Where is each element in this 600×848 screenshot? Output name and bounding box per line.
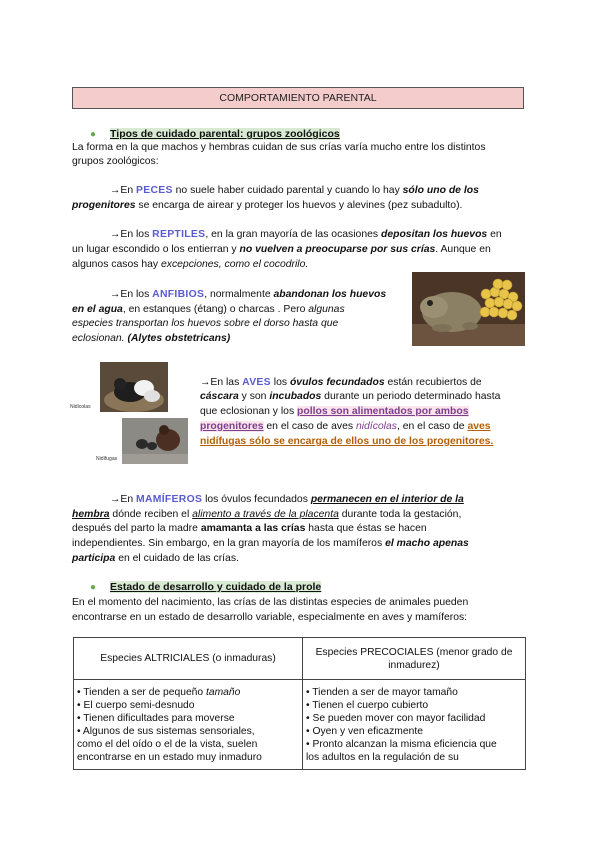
list-item: • Se pueden mover con mayor facilidad — [306, 713, 486, 724]
intro-line-1: La forma en la que machos y hembras cuidan de sus crías varía mucho entre los distintos — [72, 142, 486, 153]
arrow-icon: → — [110, 494, 121, 505]
list-item: como el del oído o el de la vista, suelen — [77, 739, 258, 750]
anfibios-line-2: en el agua, en estanques (étang) o charcas . Pero algunas — [72, 304, 345, 315]
mamiferos-line-5: participa en el cuidado de las crías. — [72, 553, 239, 564]
intro-line-2: grupos zoológicos: — [72, 156, 159, 167]
mamiferos-line-3: después del parto la madre amamanta a las crías hasta que éstas se hacen — [72, 523, 427, 534]
arrow-icon: → — [110, 289, 121, 300]
reptiles-line-3: algunos casos hay excepciones, como el cocodrilo. — [72, 259, 309, 270]
list-item: • Tienden a ser de mayor tamaño — [306, 687, 458, 698]
nidicolas-photo — [100, 362, 168, 412]
nidicolas-image — [100, 362, 168, 412]
peces-line-2: progenitores se encarga de airear y proteger los huevos y alevines (pez subadulto). — [72, 200, 463, 211]
anfibios-line-4: eclosionan. (Alytes obstetricans) — [72, 333, 231, 344]
anfibios-line-3: especies transportan los huevos sobre el dorso hasta que — [72, 318, 339, 329]
nidifugas-photo — [122, 418, 188, 464]
bullet-icon: ● — [90, 582, 97, 593]
header-altriciales: Especies ALTRICIALES (o inmaduras) — [74, 638, 303, 680]
heading-text: Estado de desarrollo y cuidado de la prole — [110, 581, 322, 593]
aves-line-3: que eclosionan y los pollos son alimentados por ambos — [200, 406, 469, 417]
aves-line-5: nidífugas sólo se encarga de ellos uno de los progenitores. — [200, 436, 494, 447]
list-item: • Oyen y ven eficazmente — [306, 726, 423, 737]
mamiferos-line-2: hembra dónde reciben el alimento a través de la placenta durante toda la gestación, — [72, 509, 462, 520]
toad-image — [412, 272, 525, 346]
list-item: • Pronto alcanzan la misma eficiencia que — [306, 739, 497, 750]
list-item: • Tienden a ser de pequeño tamaño — [77, 687, 241, 698]
list-item: • Tienen dificultades para moverse — [77, 713, 235, 724]
section-heading-2 — [90, 580, 321, 595]
aves-line-4: progenitores en el caso de aves nidícolas, en el caso de aves — [200, 421, 491, 432]
section2-line-1: En el momento del nacimiento, las crías de las distintas especies de animales pueden — [72, 597, 469, 608]
list-item: • Algunos de sus sistemas sensoriales, — [77, 726, 255, 737]
list-item: • Tienen el cuerpo cubierto — [306, 700, 429, 711]
altriciales-cell — [74, 680, 303, 770]
mamiferos-line-4: independientes. Sin embargo, en la gran mayoría de los mamíferos el macho apenas — [72, 538, 469, 549]
list-item: encontrarse en un estado muy inmaduro — [77, 752, 262, 763]
heading-text: Tipos de cuidado parental: grupos zoológicos — [110, 128, 340, 140]
section2-line-2: encontrarse en un estado de desarrollo variable, especialmente en aves y mamíferos: — [72, 612, 468, 623]
precociales-cell — [303, 680, 526, 770]
aves-line-1: →En las AVES los óvulos fecundados están recubiertos de — [200, 377, 482, 388]
table-header-row — [74, 638, 526, 680]
bullet-icon: ● — [90, 129, 97, 140]
nidicolas-label: Nidícolas — [70, 404, 91, 410]
list-item: • El cuerpo semi-desnudo — [77, 700, 195, 711]
list-item: los adultos en la regulación de su — [306, 752, 459, 763]
peces-line-1: →En PECES no suele haber cuidado parental y cuando lo hay sólo uno de los — [110, 185, 479, 196]
section-heading-1 — [90, 127, 340, 142]
nidifugas-label: Nidífugas — [96, 456, 118, 462]
nidifugas-image — [122, 418, 188, 464]
page-title: COMPORTAMIENTO PARENTAL — [72, 87, 524, 109]
anfibios-line-1: →En los ANFIBIOS, normalmente abandonan los huevos — [110, 289, 387, 300]
development-table — [73, 637, 526, 770]
aves-line-2: cáscara y son incubados durante un periodo determinado hasta — [200, 391, 501, 402]
table-row — [74, 680, 526, 770]
toad-photo — [412, 272, 525, 346]
arrow-icon: → — [110, 229, 121, 240]
header-precociales: Especies PRECOCIALES (menor grado de inmadurez) — [303, 638, 526, 680]
reptiles-line-2: un lugar escondido o los entierran y no vuelven a preocuparse por sus crías. Aunque en — [72, 244, 491, 255]
arrow-icon: → — [200, 377, 211, 388]
reptiles-line-1: →En los REPTILES, en la gran mayoría de las ocasiones depositan los huevos en — [110, 229, 502, 240]
mamiferos-line-1: →En MAMÍFEROS los óvulos fecundados permanecen en el interior de la — [110, 494, 464, 505]
arrow-icon: → — [110, 185, 121, 196]
